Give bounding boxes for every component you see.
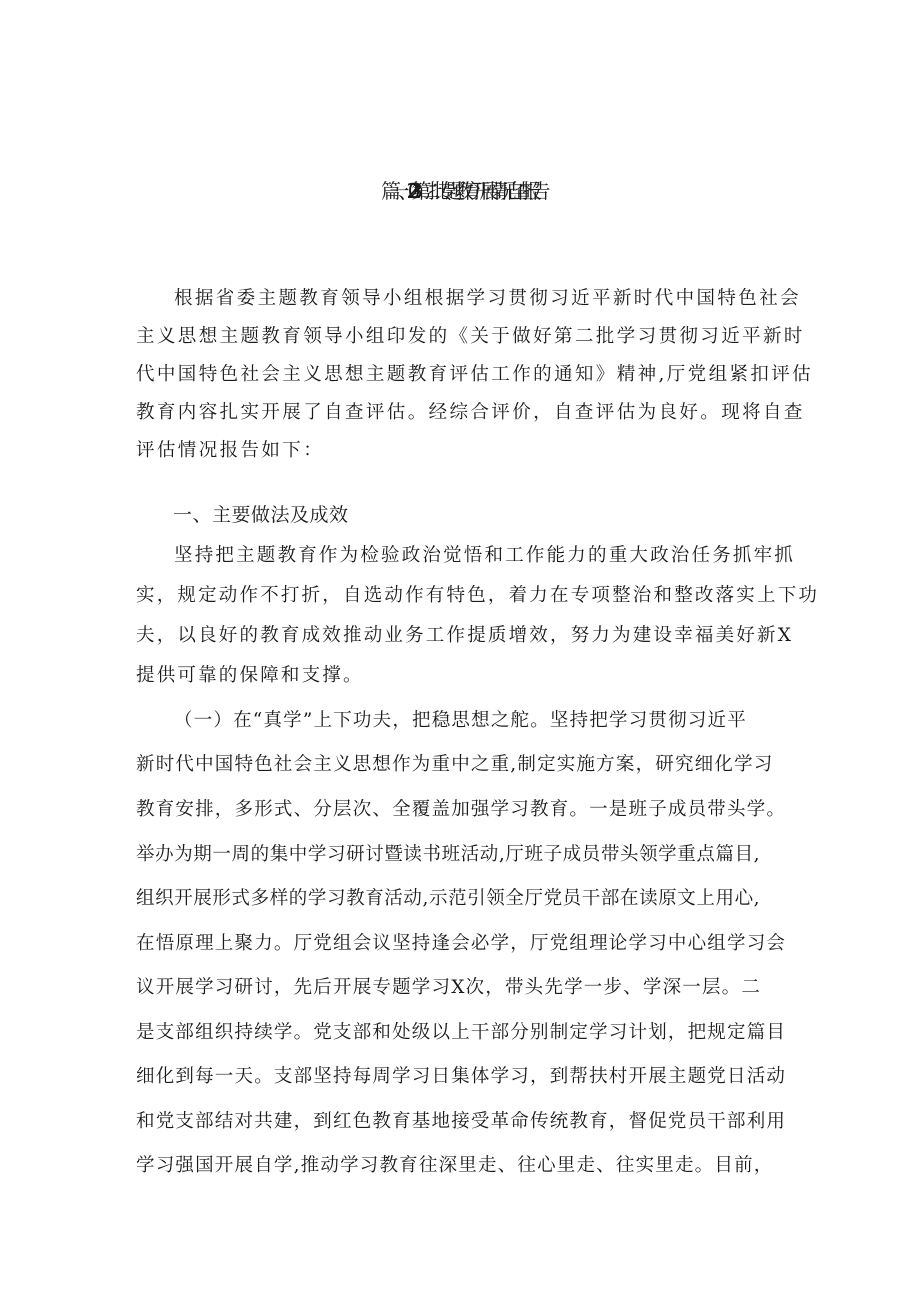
- paragraph-line: 议开展学习研讨，先后开展专题学习X次，带头先学一步、学深一层。二: [136, 977, 762, 998]
- paragraph-line: 评估情况报告如下：: [136, 440, 325, 461]
- paragraph-line: 是支部组织持续学。党支部和处级以上干部分别制定学习计划，把规定篇目: [136, 1022, 787, 1043]
- paragraph-line: 和党支部结对共建，到红色教育基地接受革命传统教育，督促党员干部利用: [136, 1111, 787, 1132]
- paragraph-line: （一）在“真学”上下功夫，把稳思想之舵。坚持把学习贯彻习近平: [174, 710, 747, 731]
- paragraph-line: 坚持把主题教育作为检验政治觉悟和工作能力的重大政治任务抓牢抓: [174, 545, 796, 566]
- document-title: 篇一、2023第二批专题教育开展情况自查报告: [381, 179, 539, 203]
- paragraph-line: 提供可靠的保障和支撑。: [136, 665, 364, 686]
- paragraph-line: 代中国特色社会主义思想主题教育评估工作的通知》精神,厅党组紧扣评估: [136, 364, 814, 385]
- section-heading: 一、主要做法及成效: [173, 504, 349, 526]
- paragraph-line: 实，规定动作不打折，自选动作有特色，着力在专项整治和整改落实上下功: [136, 585, 820, 606]
- paragraph-line: 在悟原理上聚力。厅党组会议坚持逢会必学，厅党组理论学习中心组学习会: [136, 933, 787, 954]
- paragraph-line: 教育安排，多形式、分层次、全覆盖加强学习教育。一是班子成员带头学。: [136, 799, 787, 820]
- paragraph-line: 根据省委主题教育领导小组根据学习贯彻习近平新时代中国特色社会: [174, 288, 802, 309]
- paragraph-line: 举办为期一周的集中学习研讨暨读书班活动,厅班子成员带头领学重点篇目,: [136, 844, 761, 865]
- paragraph-line: 组织开展形式多样的学习教育活动,示范引领全厅党员干部在读原文上用心,: [136, 888, 761, 909]
- paragraph-line: 教育内容扎实开展了自查评估。经综合评价，自查评估为良好。现将自查: [136, 402, 805, 423]
- paragraph-line: 细化到每一天。支部坚持每周学习日集体学习，到帮扶村开展主题党日活动: [136, 1066, 787, 1087]
- paragraph-line: 夫，以良好的教育成效推动业务工作提质增效，努力为建设幸福美好新X: [136, 625, 794, 646]
- paragraph-line: 学习强国开展自学,推动学习教育往深里走、往心里走、往实里走。目前，: [136, 1155, 774, 1176]
- paragraph-line: 主义思想主题教育领导小组印发的《关于做好第二批学习贯彻习近平新时: [136, 326, 805, 347]
- paragraph-line: 新时代中国特色社会主义思想作为重中之重,制定实施方案，研究细化学习: [136, 754, 774, 775]
